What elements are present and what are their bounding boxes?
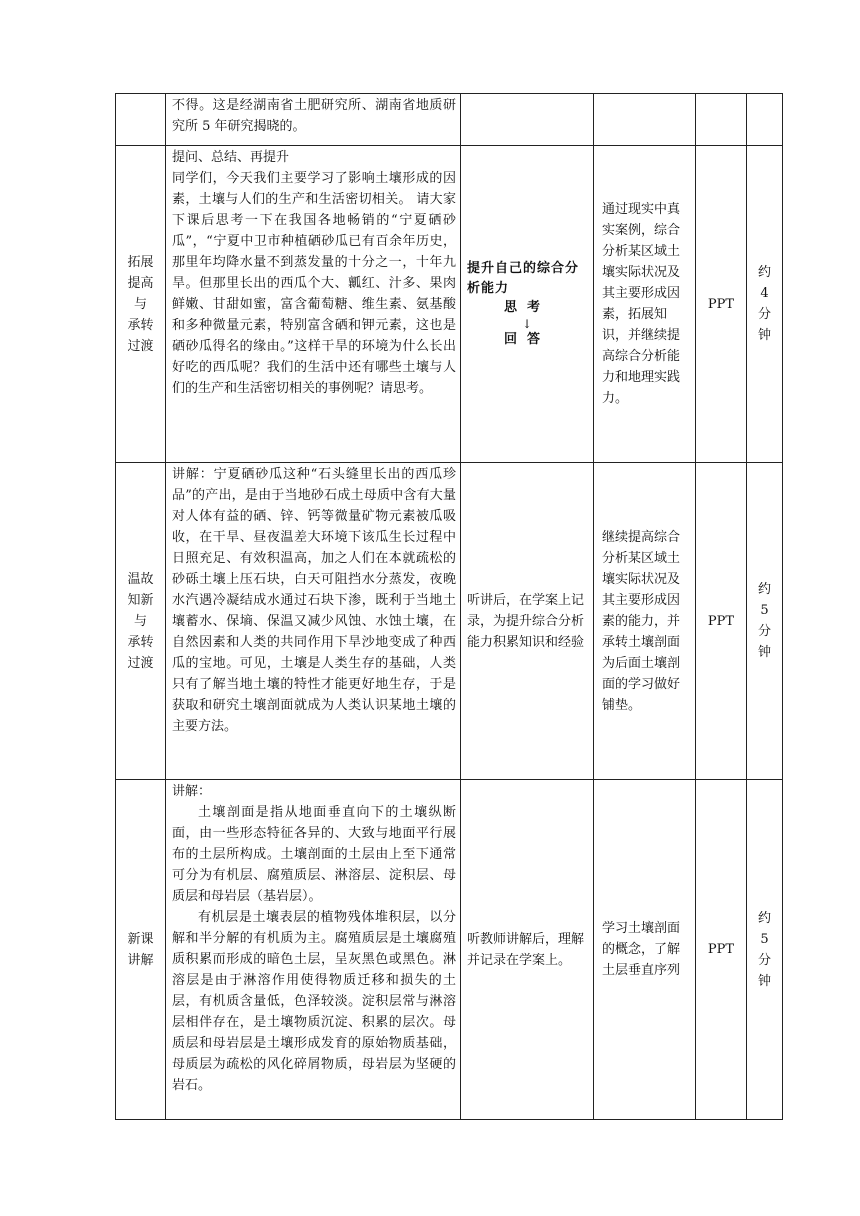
stage-cell [116,146,166,463]
answer-step: 回答 [503,332,550,347]
media-cell [696,146,747,463]
student-activity-cell [461,463,594,780]
time-text: 钟 [757,645,771,660]
content-paragraph: 讲解： [172,784,212,799]
design-intent-text: 学习土壤剖面的概念，了解土层垂直序列 [602,921,681,978]
stage-label: 提高 [127,275,154,291]
table-row [116,94,783,146]
design-intent-cell [594,463,696,780]
stage-label: 承转 [127,634,154,650]
content-cell [166,780,461,1120]
time-text: 5 [760,931,769,947]
design-intent-cell [594,780,696,1120]
stage-label: 过渡 [127,655,154,671]
time-text: 钟 [757,973,771,989]
student-activity-cell [461,780,594,1120]
stage-label: 讲解 [127,952,154,968]
stage-label: 与 [133,296,147,312]
time-text: 钟 [757,328,771,343]
time-cell [747,463,783,780]
media-cell [696,94,747,146]
time-text: 分 [757,307,771,322]
content-paragraph: 讲解：宁夏硒砂瓜这种“石头缝里长出的西瓜珍品”的产出，是由于当地砂石成土母质中含有大量对人体有益的硒、锌、钙等微量矿物元素被瓜吸收，在干旱、昼夜温差大环境下该瓜生长过程中日照充足、有效积温高，加之人们在本就疏松的砂砾土壤上压石块，白天可阻挡水分蒸发，夜晚水汽遇冷凝结成水通过石块下渗，既利于当地土壤蓄水、保墒、保温又减少风蚀、水蚀土壤，在自然因素和人类的共同作用下旱沙地变成了种西瓜的宝地。可见，土壤是人类生存的基础，人类只有了解当地土壤的特性才能更好地生存，于是获取和研究土壤剖面就成为人类认识某地土壤的主要方法。 [172,467,456,734]
time-text: 4 [760,286,769,301]
stage-label: 与 [133,613,147,629]
content-paragraph: 有机层是土壤表层的植物残体堆积层，以分解和半分解的有机质为主。腐殖质层是土壤腐殖质积累而形成的暗色土层，呈灰黑色或黑色。淋溶层是由于淋溶作用使得物质迁移和损失的土层，有机质含量低，色泽较淡。淀积层常与淋溶层相伴存在，是土壤物质沉淀、积累的层次。母质层和母岩层是土壤形成发育的原始物质基础，母质层为疏松的风化碎屑物质，母岩层为坚硬的岩石。 [172,910,456,1093]
design-intent-text: 通过现实中真实案例，综合分析某区域土壤实际状况及其主要形成因素，拓展知识，并继续提高综合分析能力和地理实践力。 [602,202,681,406]
time-text: 约 [757,265,771,280]
time-text: 分 [757,952,771,968]
time-text: 约 [757,910,771,926]
table-row [116,780,783,1120]
content-paragraph: 不得。这是经湖南省土肥研究所、湖南省地质研究所 5 年研究揭晓的。 [172,98,456,134]
content-cell [166,146,461,463]
time-text: 约 [757,582,771,597]
stage-label: 新课 [127,931,154,947]
stage-label: 拓展 [127,254,154,270]
think-step: 思考 [503,300,550,315]
stage-label: 知新 [127,592,154,608]
stage-cell [116,94,166,146]
media-label: PPT [707,296,735,312]
time-cell [747,780,783,1120]
student-activity-cell [461,94,594,146]
time-text: 5 [760,603,769,618]
time-cell [747,146,783,463]
stage-label: 承转 [127,317,154,333]
content-paragraph: 同学们，今天我们主要学习了影响土壤形成的因素，土壤与人们的生产和生活密切相关。 请大家下课后思考一下在我国各地畅销的“宁夏硒砂瓜”，“宁夏中卫市种植硒砂瓜已有百余年历史，那里年均降水量不到蒸发量的十分之一，十年九旱。但那里长出的西瓜个大、瓤红、汁多、果肉鲜嫩、甘甜如蜜，富含葡萄糖、维生素、氨基酸和多种微量元素，特别富含硒和钾元素，这也是硒砂瓜得名的缘由。”这样干旱的环境为什么长出好吃的西瓜呢？我们的生活中还有哪些土壤与人们的生产和生活密切相关的事例呢？请思考。 [172,171,456,396]
content-cell [166,94,461,146]
arrow-down-icon: ↓ [521,317,533,331]
student-activity-title: 提升自己的综合分析能力 [467,261,580,296]
table-row [116,463,783,780]
stage-cell [116,780,166,1120]
lesson-plan-table [115,93,783,1120]
media-label: PPT [707,942,735,957]
stage-label: 过渡 [127,338,154,354]
student-activity-text: 听讲后，在学案上记录，为提升综合分析能力积累知识和经验 [467,592,585,650]
media-cell [696,780,747,1120]
stage-label: 温故 [127,571,154,587]
stage-cell [116,463,166,780]
design-intent-text: 继续提高综合分析某区域土壤实际状况及其主要形成因素的能力，并承转土壤剖面为后面土壤剖面的学习做好铺垫。 [602,529,681,713]
time-cell [747,94,783,146]
media-label: PPT [707,613,735,629]
student-activity-text: 听教师讲解后，理解并记录在学案上。 [467,931,585,968]
content-paragraph: 土壤剖面是指从地面垂直向下的土壤纵断面，由一些形态特征各异的、大致与地面平行展布的土层所构成。土壤剖面的土层由上至下通常可分为有机层、腐殖质层、淋溶层、淀积层、母质层和母岩层（基岩层）。 [172,805,456,904]
student-activity-cell [461,146,594,463]
time-text: 分 [757,624,771,639]
media-cell [696,463,747,780]
design-intent-cell [594,94,696,146]
table-row [116,146,783,463]
content-cell [166,463,461,780]
design-intent-cell [594,146,696,463]
content-paragraph: 提问、总结、再提升 [172,150,290,165]
